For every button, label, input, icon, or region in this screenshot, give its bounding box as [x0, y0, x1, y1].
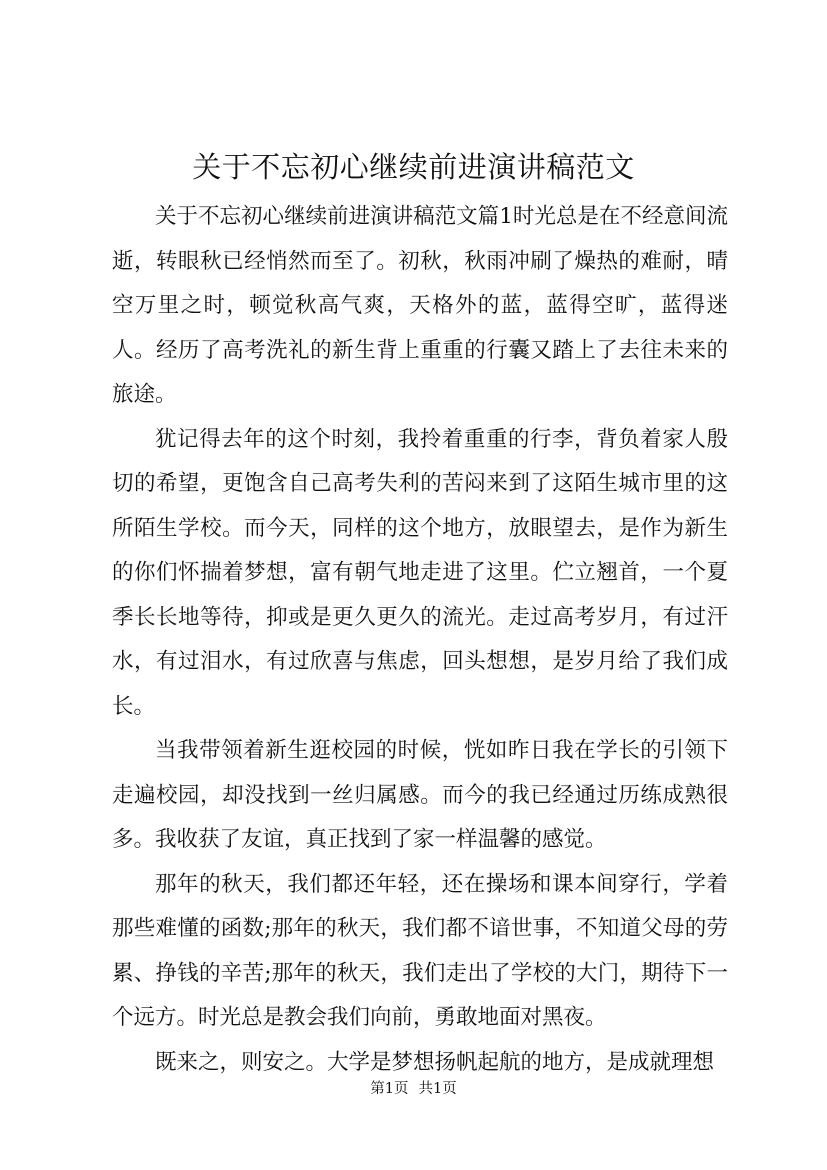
paragraph: 当我带领着新生逛校园的时候，恍如昨日我在学长的引领下走遍校园，却没找到一丝归属感。而今的我已经通过历练成熟很多。我收获了友谊，真正找到了家一样温馨的感觉。: [112, 738, 728, 852]
page-number: 第1页: [370, 1081, 409, 1097]
paragraph: 关于不忘初心继续前进演讲稿范文篇1时光总是在不经意间流逝，转眼秋已经悄然而至了。初秋，秋雨冲刷了燥热的难耐，晴空万里之时，顿觉秋高气爽，天格外的蓝，蓝得空旷，蓝得迷人。经历了高考洗礼的新生背上重重的行囊又踏上了去往未来的旅途。: [112, 204, 728, 407]
document-title: 关于不忘初心继续前进演讲稿范文: [192, 150, 635, 184]
paragraph: 犹记得去年的这个时刻，我拎着重重的行李，背负着家人殷切的希望，更饱含自己高考失利的苦闷来到了这陌生城市里的这所陌生学校。而今天，同样的这个地方，放眼望去，是作为新生的你们怀揣着梦想，富有朝气地走进了这里。伫立翘首，一个夏季长长地等待，抑或是更久更久的流光。走过高考岁月，有过汗水，有过泪水，有过欣喜与焦虑，回头想想，是岁月给了我们成长。: [112, 426, 728, 719]
page-footer: [0, 1079, 827, 1099]
document-body: [112, 195, 728, 1075]
page-total: 共1页: [418, 1081, 457, 1097]
paragraph: 既来之，则安之。大学是梦想扬帆起航的地方，是成就理想: [155, 1049, 715, 1075]
paragraph: 那年的秋天，我们都还年轻，还在操场和课本间穿行，学着那些难懂的函数;那年的秋天，我们都不谙世事，不知道父母的劳累、挣钱的辛苦;那年的秋天，我们走出了学校的大门，期待下一个远方。时光总是教会我们向前，勇敢地面对黑夜。: [112, 871, 728, 1030]
